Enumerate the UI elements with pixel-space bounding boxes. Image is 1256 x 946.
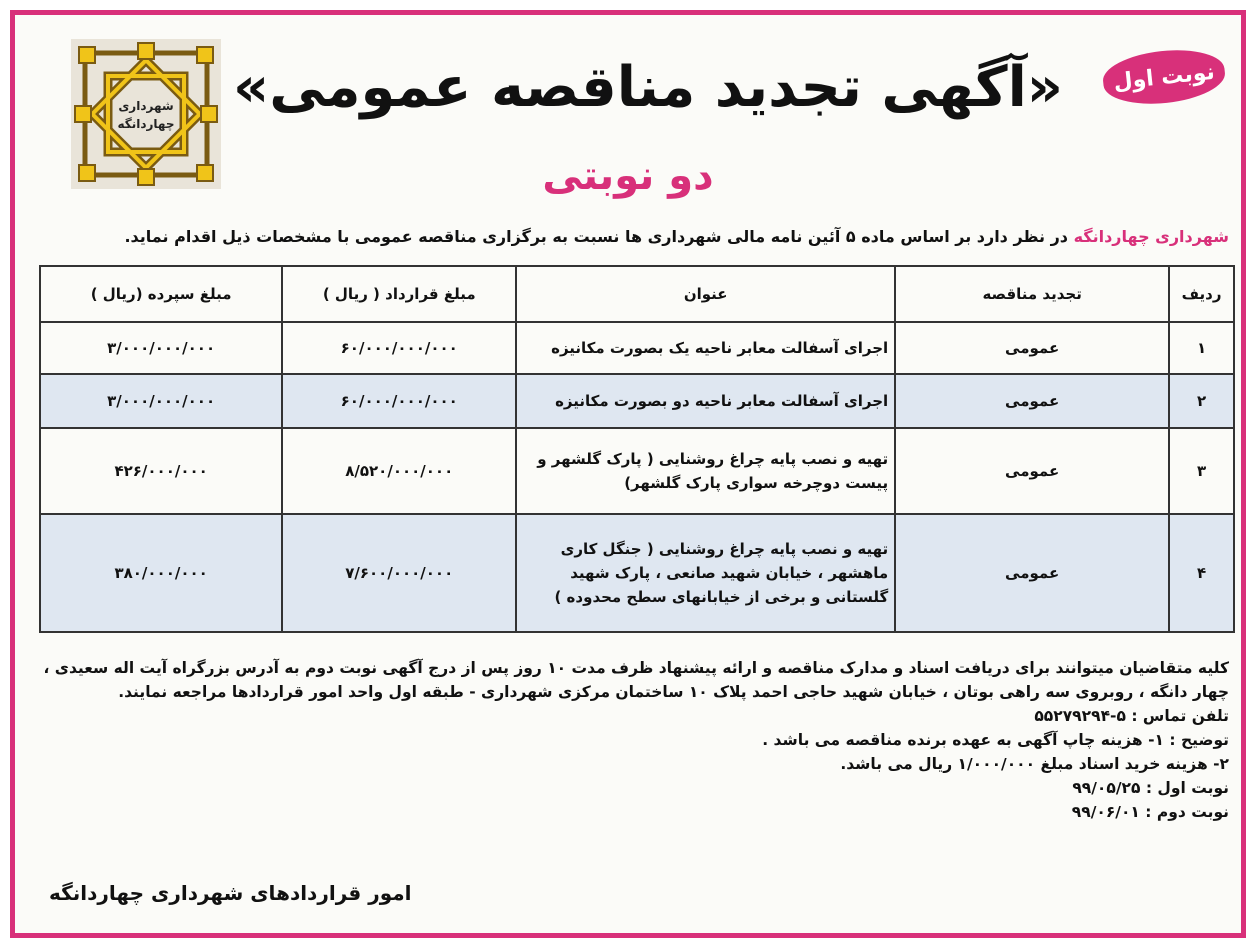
cell-contract-amount: ۸/۵۲۰/۰۰۰/۰۰۰ <box>282 428 516 514</box>
submission-instructions: کلیه متقاضیان میتوانند برای دریافت اسناد و مدارک مناقصه و ارائه پیشنهاد ظرف مدت ۱۰ روز پس از درج آگهی نوبت دوم به آدرس بزرگراه آیت اله سعیدی ، چهار دانگه ، روبروی سه راهی بوتان ، خیابان شهید حاجی احمد پلاک ۱۰ ساختمان مرکزی شهرداری - طبقه اول واحد امور قراردادها مراجعه نمایند. <box>43 659 1229 701</box>
table-row <box>40 322 1234 374</box>
note-document-cost: ۲- هزینه خرید اسناد مبلغ ۱/۰۰۰/۰۰۰ ریال می باشد. <box>840 755 1229 773</box>
table-row <box>40 514 1234 632</box>
header-row-number: ردیف <box>1169 266 1234 322</box>
cell-subject: اجرای آسفالت معابر ناحیه یک بصورت مکانیزه <box>516 322 895 374</box>
table-row <box>40 428 1234 514</box>
cell-tender-type: عمومی <box>895 514 1169 632</box>
cell-subject: تهیه و نصب پایه چراغ روشنایی ( پارک گلشهر و پیست دوچرخه سواری پارک گلشهر) <box>516 428 895 514</box>
cell-row-number: ۳ <box>1169 428 1234 514</box>
header-subject: عنوان <box>516 266 895 322</box>
intro-paragraph <box>29 225 1229 249</box>
cell-deposit-amount: ۳/۰۰۰/۰۰۰/۰۰۰ <box>40 322 282 374</box>
cell-deposit-amount: ۴۲۶/۰۰۰/۰۰۰ <box>40 428 282 514</box>
second-round-date: نوبت دوم : ۹۹/۰۶/۰۱ <box>1071 803 1229 821</box>
table-header-row <box>40 266 1234 322</box>
cell-row-number: ۴ <box>1169 514 1234 632</box>
cell-subject: تهیه و نصب پایه چراغ روشنایی ( جنگل کاری ماهشهر ، خیابان شهید صانعی ، پارک شهید گلستانی و برخی از خیابانهای سطح محدوده ) <box>516 514 895 632</box>
intro-organization: شهرداری چهاردانگه <box>1073 227 1229 246</box>
contact-phone: تلفن تماس : ۵-۵۵۲۷۹۲۹۴ <box>1034 707 1229 725</box>
first-round-badge: نوبت اول <box>1101 45 1228 109</box>
cell-deposit-amount: ۳۸۰/۰۰۰/۰۰۰ <box>40 514 282 632</box>
cell-row-number: ۲ <box>1169 374 1234 428</box>
cell-subject: اجرای آسفالت معابر ناحیه دو بصورت مکانیزه <box>516 374 895 428</box>
intro-text: در نظر دارد بر اساس ماده ۵ آئین نامه مالی شهرداری ها نسبت به برگزاری مناقصه عمومی با مشخصات ذیل اقدام نماید. <box>124 227 1074 246</box>
notice-title: «آگهی تجدید مناقصه عمومی» <box>233 55 1063 120</box>
tender-table <box>39 265 1235 633</box>
logo-text-top: شهرداری <box>118 99 174 113</box>
cell-tender-type: عمومی <box>895 374 1169 428</box>
cell-contract-amount: ۶۰/۰۰۰/۰۰۰/۰۰۰ <box>282 374 516 428</box>
municipality-logo <box>71 39 221 189</box>
notice-frame <box>10 10 1246 938</box>
header-deposit-amount: مبلغ سپرده (ریال ) <box>40 266 282 322</box>
first-round-date: نوبت اول : ۹۹/۰۵/۲۵ <box>1072 779 1229 797</box>
signature: امور قراردادهای شهرداری چهاردانگه <box>49 881 412 905</box>
logo-text-bottom: چهاردانگه <box>117 117 175 131</box>
note-printing-cost: توضیح : ۱- هزینه چاپ آگهی به عهده برنده مناقصه می باشد . <box>762 731 1229 749</box>
cell-contract-amount: ۶۰/۰۰۰/۰۰۰/۰۰۰ <box>282 322 516 374</box>
cell-contract-amount: ۷/۶۰۰/۰۰۰/۰۰۰ <box>282 514 516 632</box>
table-row <box>40 374 1234 428</box>
cell-tender-type: عمومی <box>895 428 1169 514</box>
header-contract-amount: مبلغ قرارداد ( ریال ) <box>282 266 516 322</box>
notice-body <box>29 656 1229 824</box>
notice-subtitle: دو نوبتی <box>542 153 714 199</box>
cell-deposit-amount: ۳/۰۰۰/۰۰۰/۰۰۰ <box>40 374 282 428</box>
cell-tender-type: عمومی <box>895 322 1169 374</box>
header-tender-type: تجدید مناقصه <box>895 266 1169 322</box>
cell-row-number: ۱ <box>1169 322 1234 374</box>
